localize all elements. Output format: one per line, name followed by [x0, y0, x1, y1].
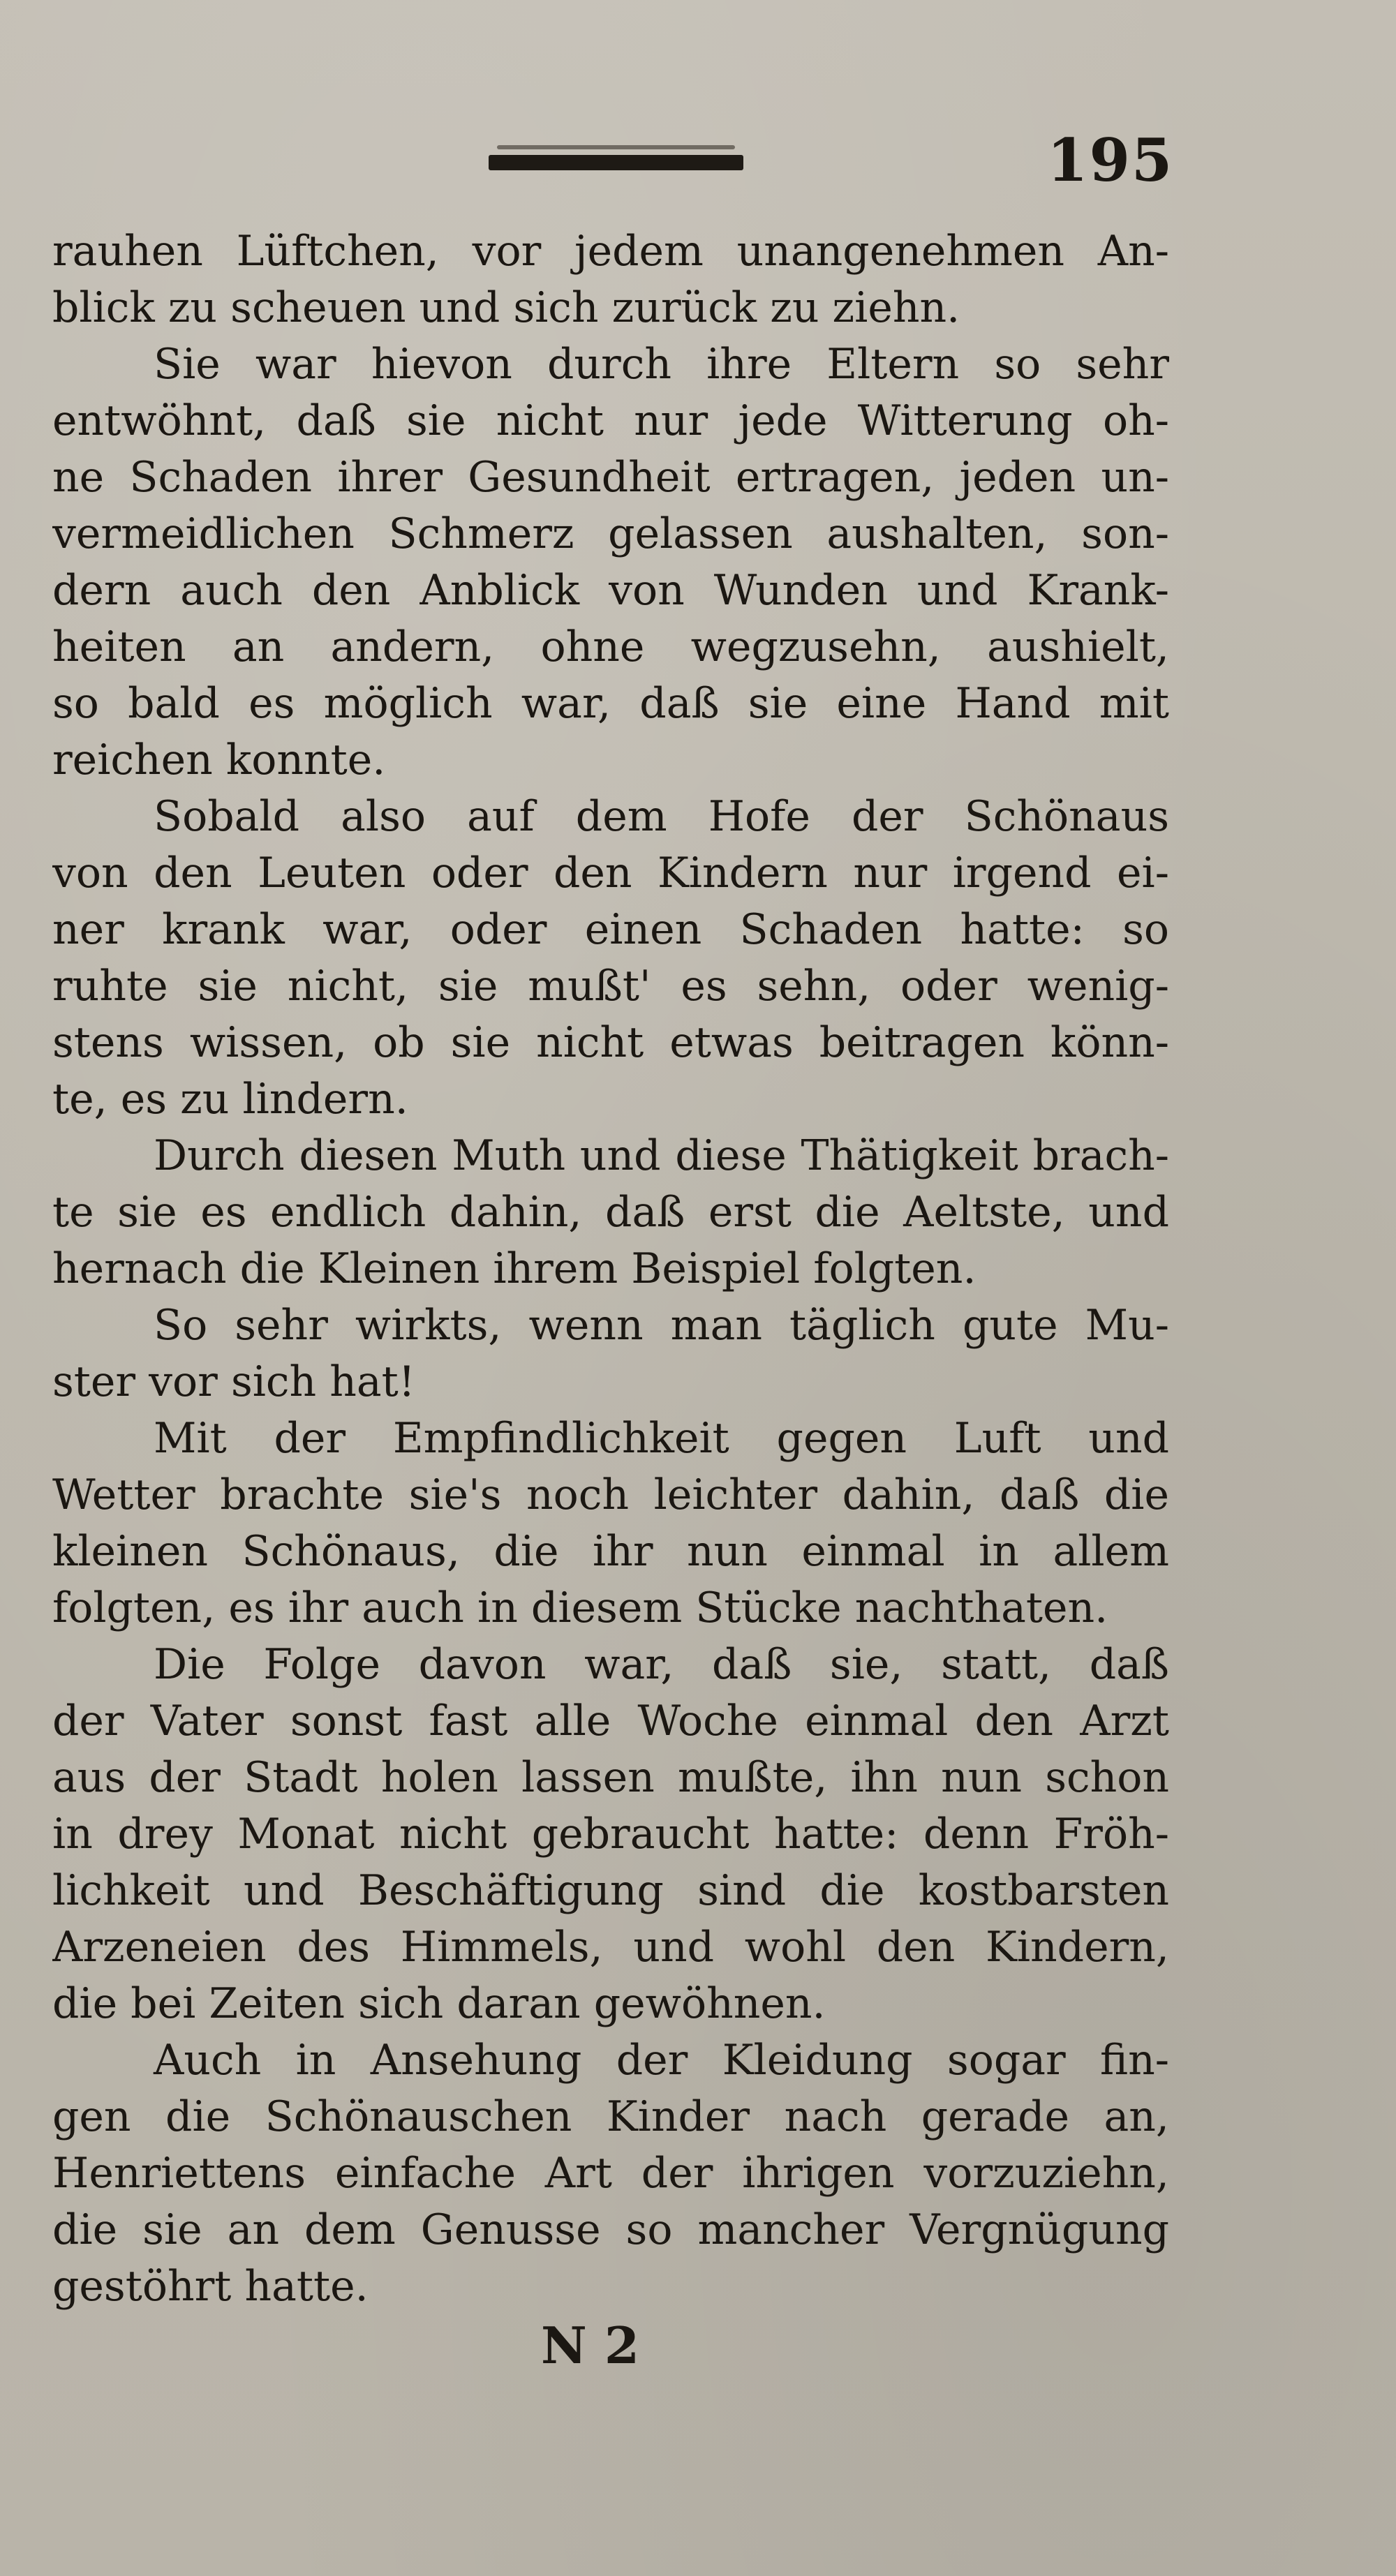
text-line: von den Leuten oder den Kindern nur irgend ei- [52, 849, 1169, 898]
body-text [52, 223, 1169, 2315]
text-line: Wetter brachte sie's noch leichter dahin, daß die [52, 1471, 1169, 1519]
text-line: Sobald also auf dem Hofe der Schönaus [154, 792, 1169, 841]
text-line: Mit der Empfindlichkeit gegen Luft und [154, 1414, 1169, 1463]
text-line: aus der Stadt holen lassen mußte, ihn nun schon [52, 1753, 1169, 1802]
text-line: So sehr wirkts, wenn man täglich gute Mu- [154, 1301, 1169, 1350]
text-line: hernach die Kleinen ihrem Beispiel folgten. [52, 1244, 977, 1293]
text-line: lichkeit und Beschäftigung sind die kostbarsten [52, 1866, 1169, 1915]
text-line: folgten, es ihr auch in diesem Stücke nachthaten. [52, 1584, 1108, 1632]
text-line: Sie war hievon durch ihre Eltern so sehr [154, 340, 1169, 389]
text-line: heiten an andern, ohne wegzusehn, aushielt, [52, 623, 1169, 671]
text-line: ne Schaden ihrer Gesundheit ertragen, jeden un- [52, 453, 1169, 502]
text-line: kleinen Schönaus, die ihr nun einmal in allem [52, 1527, 1169, 1576]
text-line: rauhen Lüftchen, vor jedem unangenehmen An- [52, 227, 1169, 276]
text-line: Arzeneien des Himmels, und wohl den Kindern, [52, 1923, 1169, 1972]
text-line: vermeidlichen Schmerz gelassen aushalten, son- [52, 509, 1169, 558]
text-line: reichen konnte. [52, 736, 386, 784]
text-line: ster vor sich hat! [52, 1357, 415, 1406]
page-number: 195 [1047, 126, 1174, 195]
text-line: ruhte sie nicht, sie mußt' es sehn, oder wenig- [52, 962, 1169, 1011]
text-line: dern auch den Anblick von Wunden und Krank- [52, 566, 1169, 615]
text-line: so bald es möglich war, daß sie eine Hand mit [52, 679, 1169, 728]
text-line: blick zu scheuen und sich zurück zu ziehn. [52, 283, 960, 332]
text-line: Henriettens einfache Art der ihrigen vorzuziehn, [52, 2149, 1169, 2198]
text-line: der Vater sonst fast alle Woche einmal den Arzt [52, 1697, 1169, 1745]
signature-mark: N 2 [541, 2316, 639, 2375]
text-line: die bei Zeiten sich daran gewöhnen. [52, 1979, 826, 2028]
text-line: entwöhnt, daß sie nicht nur jede Witterung oh- [52, 396, 1169, 445]
text-line: die sie an dem Genusse so mancher Vergnügung [52, 2205, 1169, 2254]
text-line: Auch in Ansehung der Kleidung sogar fin- [154, 2036, 1169, 2085]
text-line: gestöhrt hatte. [52, 2262, 369, 2311]
text-line: te, es zu lindern. [52, 1075, 408, 1124]
text-line: in drey Monat nicht gebraucht hatte: denn Fröh- [52, 1810, 1169, 1859]
text-line: stens wissen, ob sie nicht etwas beitragen könn- [52, 1018, 1169, 1067]
text-line: ner krank war, oder einen Schaden hatte: so [52, 905, 1169, 954]
text-line: Durch diesen Muth und diese Thätigkeit brach- [154, 1131, 1169, 1180]
header-rule [489, 155, 743, 170]
text-line: Die Folge davon war, daß sie, statt, daß [154, 1640, 1169, 1689]
text-line: te sie es endlich dahin, daß erst die Aeltste, und [52, 1188, 1169, 1237]
text-line: gen die Schönauschen Kinder nach gerade an, [52, 2092, 1169, 2141]
